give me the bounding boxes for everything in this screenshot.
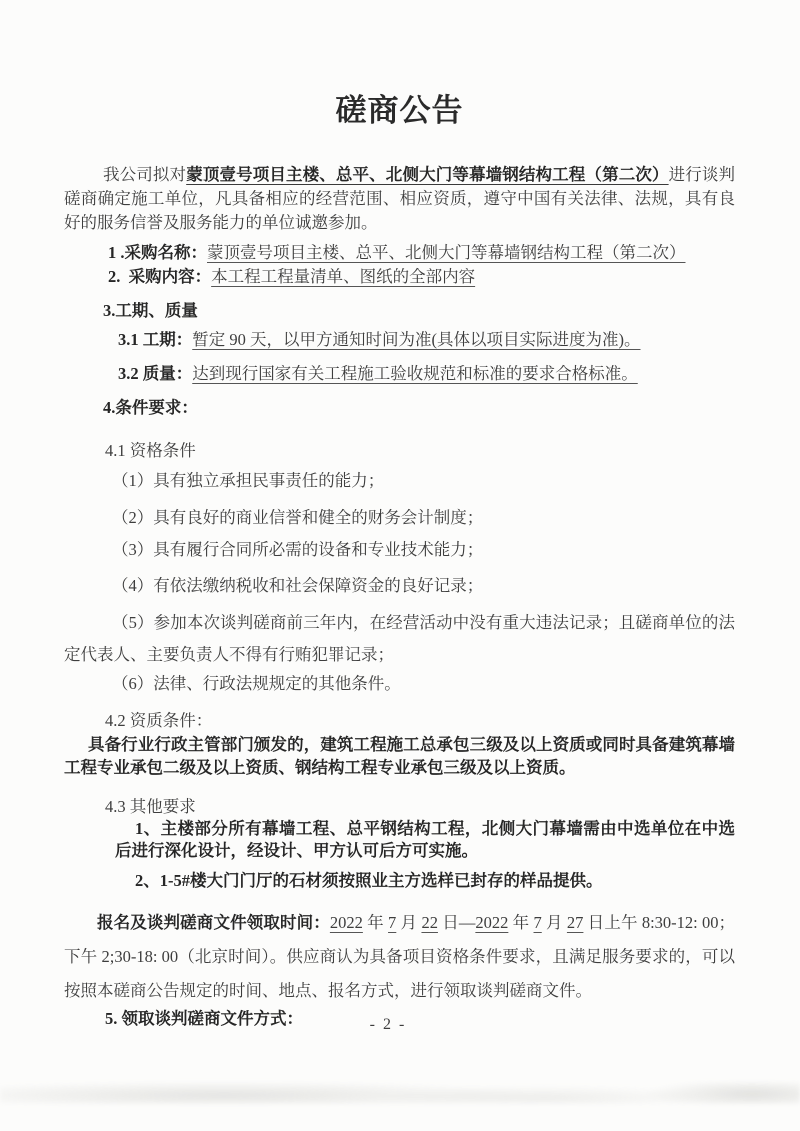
intro-tail: 进行谈判磋商确定施工单位，凡具备相应的经营范围、相应资质，遵守中国有关法律、法规，具有良好的服务信誉及服务能力的单位诚邀参加。 xyxy=(64,165,736,232)
credential-body: 具备行业行政主管部门颁发的，建筑工程施工总承包三级及以上资质或同时具备建筑幕墙工程专业承包二级及以上资质、钢结构工程专业承包三级及以上资质。 xyxy=(64,735,735,777)
procurement-name-value: 蒙顶壹号项目主楼、总平、北侧大门等幕墙钢结构工程（第二次） xyxy=(207,243,686,262)
other-requirements-heading: 4.3 其他要求 xyxy=(105,797,196,816)
duration-value: 暂定 90 天，以甲方通知时间为准(具体以项目实际进度为准)。 xyxy=(192,330,641,349)
month-unit: 月 xyxy=(396,913,422,932)
start-year: 2022 xyxy=(329,913,363,932)
procurement-name-row xyxy=(108,242,735,264)
schedule-quality-row xyxy=(118,363,735,385)
intro-lead: 我公司拟对 xyxy=(103,165,187,184)
qualification-heading: 4.1 资格条件 xyxy=(105,441,196,460)
schedule-duration-row xyxy=(118,329,735,351)
registration-rest: 日上午 8:30-12: 00；下午 2;30-18: 00（北京时间）。供应商认为具备项目资格条件要求，且满足服务要求的，可以按照本磋商公告规定的时间、地点、报名方式，进行领取谈判磋商文件。 xyxy=(64,913,736,1000)
end-year: 2022 xyxy=(475,913,509,932)
year-unit: 年 xyxy=(362,913,389,932)
collect-method-heading: 5. 领取谈判磋商文件方式： xyxy=(105,1009,303,1028)
registration-label: 报名及谈判磋商文件领取时间： xyxy=(97,913,330,932)
condition-item-3: （3）具有履行合同所必需的设备和专业技术能力； xyxy=(112,540,484,559)
intro-paragraph xyxy=(64,163,735,235)
start-day: 22 xyxy=(421,913,438,932)
section-requirements-heading: 4.条件要求： xyxy=(103,398,198,417)
condition-item-4: （4）有依法缴纳税收和社会保障资金的良好记录； xyxy=(112,576,484,595)
duration-label: 3.1 工期： xyxy=(118,330,193,349)
start-month: 7 xyxy=(388,913,397,932)
month-unit-2: 月 xyxy=(541,913,567,932)
quality-label: 3.2 质量： xyxy=(118,364,193,383)
procurement-name-label: 1 .采购名称： xyxy=(108,243,207,262)
condition-item-5: （5）参加本次谈判磋商前三年内，在经营活动中没有重大违法记录；且磋商单位的法定代表人、主要负责人不得有行贿犯罪记录； xyxy=(64,613,735,664)
page-number: - 2 - xyxy=(369,1016,407,1033)
end-day: 27 xyxy=(566,913,584,932)
registration-paragraph xyxy=(64,906,735,1008)
year-unit-2: 年 xyxy=(508,913,534,932)
condition-item-2: （2）具有良好的商业信誉和健全的财务会计制度； xyxy=(112,508,484,527)
other-point-1: 1、主楼部分所有幕墙工程、总平钢结构工程，北侧大门幕墙需由中选单位在中选后进行深化设计，经设计、甲方认可后方可实施。 xyxy=(115,819,735,860)
date-dash: 日— xyxy=(437,913,476,932)
quality-value: 达到现行国家有关工程施工验收规范和标准的要求合格标准。 xyxy=(192,364,638,383)
credential-heading: 4.2 资质条件： xyxy=(105,711,213,730)
end-month: 7 xyxy=(533,913,542,932)
procurement-content-label: 2. 采购内容： xyxy=(108,267,212,286)
scan-artifact-band xyxy=(0,1082,800,1104)
other-point-2: 2、1-5#楼大门门厅的石材须按照业主方选样已封存的样品提供。 xyxy=(135,871,603,890)
procurement-content-value: 本工程工程量清单、图纸的全部内容 xyxy=(211,267,476,286)
procurement-content-row xyxy=(108,266,735,288)
page-title: 磋商公告 xyxy=(335,93,464,128)
condition-item-1: （1）具有独立承担民事责任的能力； xyxy=(112,471,385,490)
intro-project-name: 蒙顶壹号项目主楼、总平、北侧大门等幕墙钢结构工程（第二次） xyxy=(186,165,669,184)
condition-item-6: （6）法律、行政法规规定的其他条件。 xyxy=(112,674,401,693)
section-schedule-heading: 3.工期、质量 xyxy=(103,301,198,320)
